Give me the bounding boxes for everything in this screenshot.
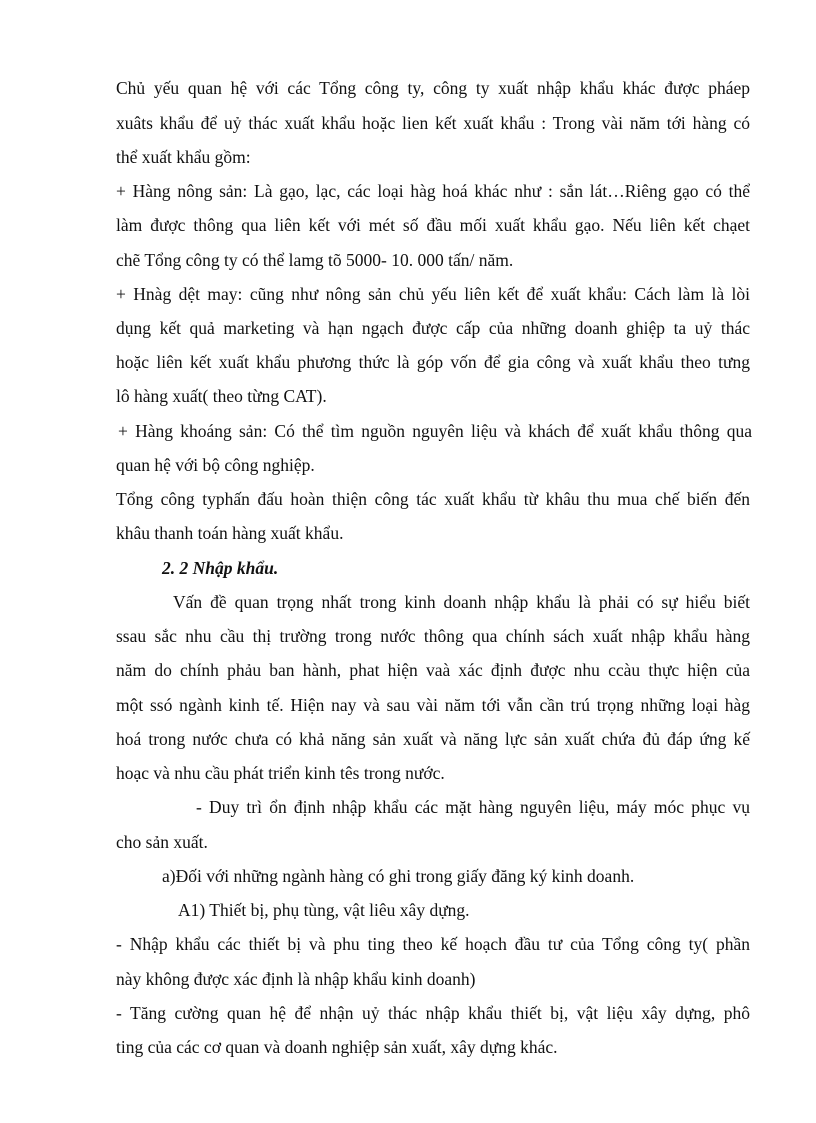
paragraph-line: ssau sắc nhu cầu thị trường trong nước thông qua chính sách xuất nhập khẩu hàng: [116, 626, 750, 646]
paragraph-line: + Hnàg dệt may: cũng như nông sản chủ yếu liên kết để xuất khẩu: Cách làm là lòi: [116, 284, 750, 304]
paragraph-line: + Hàng khoáng sản: Có thể tìm nguồn nguyên liệu và khách để xuất khẩu thông qua: [118, 421, 752, 441]
paragraph-line: một ssó ngành kinh tế. Hiện nay và sau vài năm tới vẫn cần trú trọng những loại hàg: [116, 695, 750, 715]
paragraph-line: - Duy trì ổn định nhập khẩu các mặt hàng nguyên liệu, máy móc phục vụ: [196, 797, 750, 817]
paragraph-line: hoặc liên kết xuất khẩu phương thức là góp vốn để gia công và xuất khẩu theo tưng: [116, 352, 750, 372]
paragraph-line: hoá trong nước chưa có khả năng sản xuất và năng lực sản xuất chứa đủ đáp ứng kế: [116, 729, 750, 749]
paragraph-line: Vấn đề quan trọng nhất trong kinh doanh nhập khẩu là phải có sự hiểu biết: [173, 592, 750, 612]
paragraph-line: lô hàng xuất( theo từng CAT).: [116, 386, 327, 406]
paragraph-line: làm được thông qua liên kết với mét số đầu mối xuất khẩu gạo. Nếu liên kết chạet: [116, 215, 750, 235]
section-heading: 2. 2 Nhập khẩu.: [162, 558, 279, 578]
paragraph-line: hoạc và nhu cầu phát triển kinh tês trong nước.: [116, 763, 445, 783]
paragraph-line: ting của các cơ quan và doanh nghiệp sản xuất, xây dựng khác.: [116, 1037, 558, 1057]
paragraph-line: A1) Thiết bị, phụ tùng, vật liêu xây dựng.: [178, 900, 470, 920]
paragraph-line: Chủ yếu quan hệ với các Tổng công ty, công ty xuất nhập khẩu khác được pháep: [116, 78, 750, 98]
paragraph-line: chẽ Tổng công ty có thể lamg tõ 5000- 10. 000 tấn/ năm.: [116, 250, 514, 270]
paragraph-line: khâu thanh toán hàng xuất khẩu.: [116, 523, 344, 543]
paragraph-line: + Hàng nông sản: Là gạo, lạc, các loại hàg hoá khác như : sắn lát…Riêng gạo có thể: [116, 181, 750, 201]
paragraph-line: dụng kết quả marketing và hạn ngạch được cấp của những doanh ghiệp ta uỷ thác: [116, 318, 750, 338]
paragraph-line: này không được xác định là nhập khẩu kinh doanh): [116, 969, 476, 989]
paragraph-line: - Tăng cường quan hệ để nhận uỷ thác nhập khẩu thiết bị, vật liệu xây dựng, phô: [116, 1003, 750, 1023]
paragraph-line: cho sản xuất.: [116, 832, 208, 852]
paragraph-line: a)Đối với những ngành hàng có ghi trong giấy đăng ký kinh doanh.: [162, 866, 635, 886]
paragraph-line: năm do chính phảu ban hành, phat hiện vaà xác định được nhu ccàu thực hiện của: [116, 660, 750, 680]
paragraph-line: quan hệ với bộ công nghiệp.: [116, 455, 315, 475]
paragraph-line: xuâts khẩu để uỷ thác xuất khẩu hoặc lien kết xuất khẩu : Trong vài năm tới hàng có: [116, 113, 750, 133]
paragraph-line: Tổng công typhấn đấu hoàn thiện công tác xuất khẩu từ khâu thu mua chế biến đến: [116, 489, 750, 509]
paragraph-line: - Nhập khẩu các thiết bị và phu ting theo kế hoạch đầu tư của Tổng công ty( phần: [116, 934, 750, 954]
paragraph-line: thể xuất khẩu gồm:: [116, 147, 251, 167]
